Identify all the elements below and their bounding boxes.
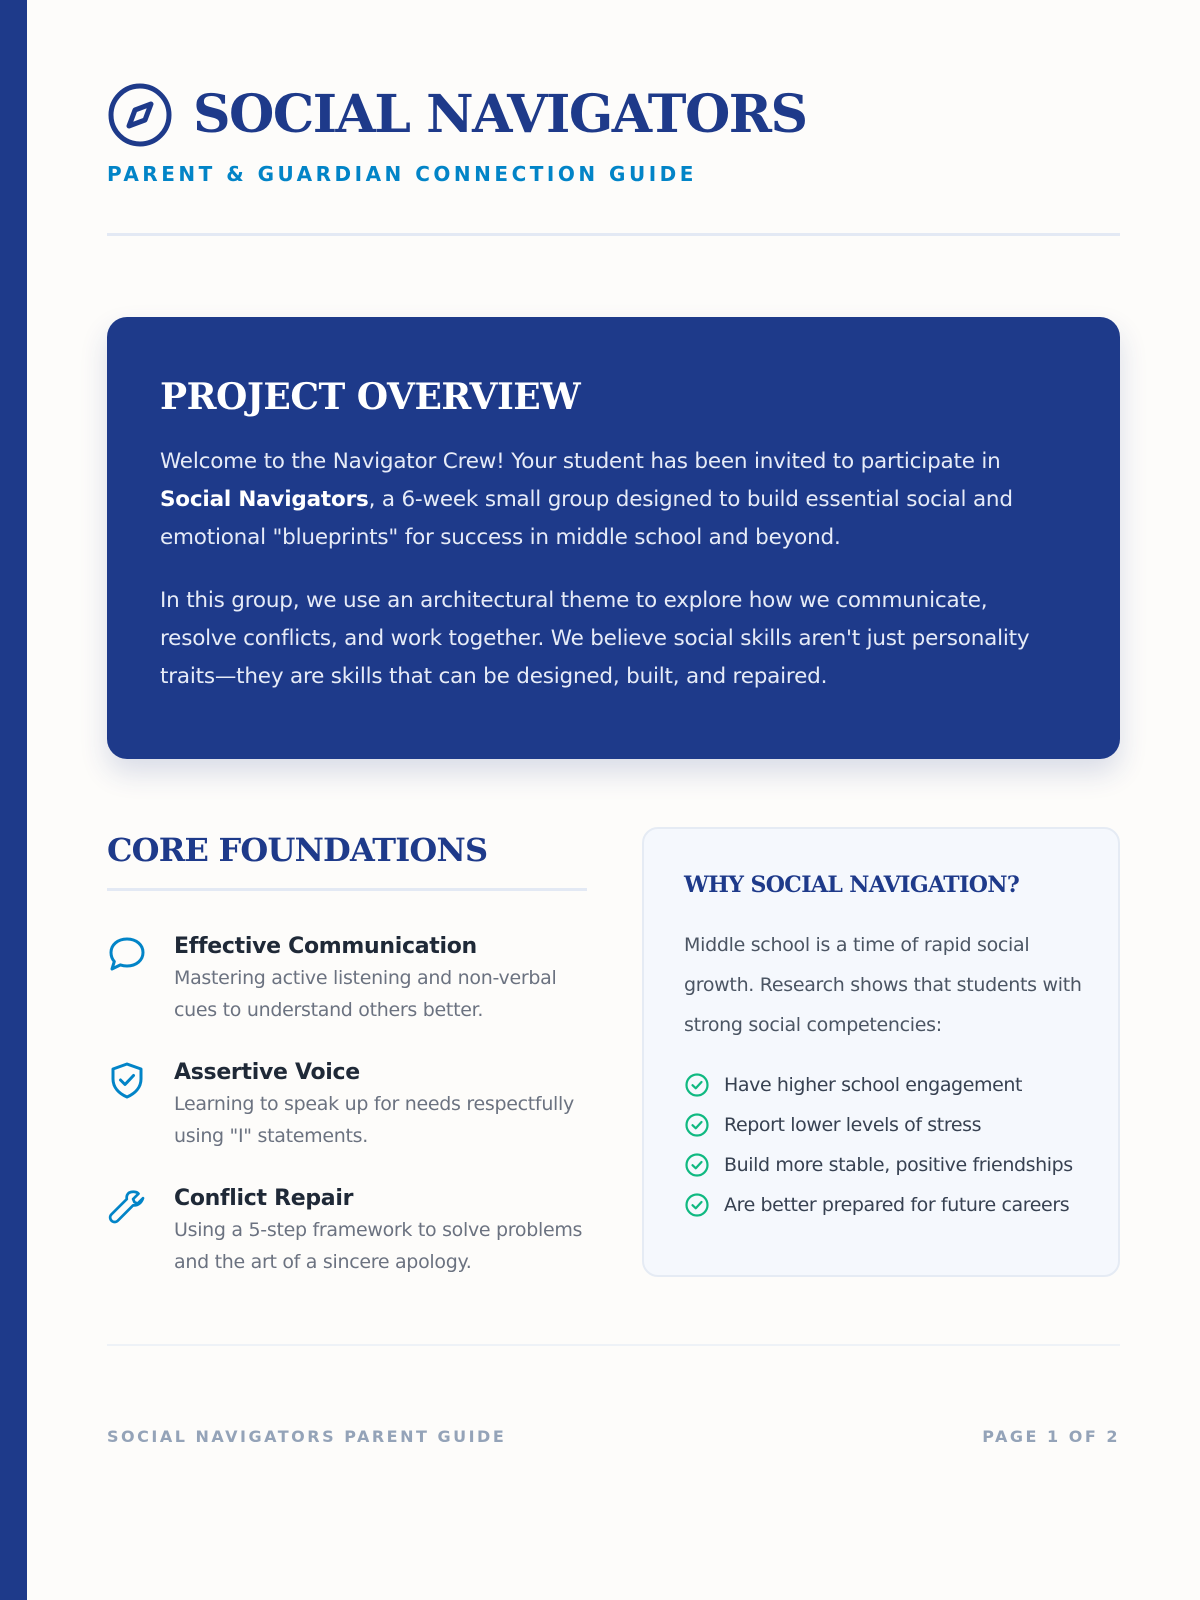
core-foundations-section <box>107 828 587 1278</box>
speech-bubble-icon <box>107 934 147 974</box>
shield-check-icon <box>107 1060 147 1100</box>
page-subtitle: PARENT & GUARDIAN CONNECTION GUIDE <box>107 162 697 186</box>
benefit-text: Are better prepared for future careers <box>724 1194 1070 1216</box>
overview-heading: PROJECT OVERVIEW <box>160 376 581 418</box>
benefits-list <box>684 1065 1088 1225</box>
left-accent-bar <box>0 0 27 1600</box>
why-heading: WHY SOCIAL NAVIGATION? <box>684 872 1020 898</box>
foundation-description: Learning to speak up for needs respectfully using "I" statements. <box>174 1093 574 1147</box>
check-circle-icon <box>684 1112 710 1138</box>
list-item <box>684 1065 1088 1105</box>
benefit-text: Build more stable, positive friendships <box>724 1154 1073 1176</box>
project-overview-card <box>107 317 1120 759</box>
overview-p1-text-start: Welcome to the Navigator Crew! Your student has been invited to participate in <box>160 449 1001 474</box>
benefit-text: Have higher school engagement <box>724 1074 1023 1096</box>
why-social-navigation-card <box>642 827 1120 1277</box>
foundation-title: Effective Communication <box>174 934 477 959</box>
foundation-title: Assertive Voice <box>174 1060 360 1085</box>
foundation-item <box>107 1058 587 1152</box>
compass-icon <box>107 82 173 148</box>
foundation-title: Conflict Repair <box>174 1186 354 1211</box>
header <box>107 80 1120 186</box>
footer-divider <box>107 1344 1120 1346</box>
list-item <box>684 1105 1088 1145</box>
footer-guide-name: SOCIAL NAVIGATORS PARENT GUIDE <box>107 1427 507 1446</box>
list-item <box>684 1145 1088 1185</box>
overview-paragraph-2: In this group, we use an architectural theme to explore how we communicate, resolve conflicts, and work together. We believe social skills aren't just personality traits—they are skills that can be designed, built, and repaired. <box>160 588 1030 689</box>
benefit-text: Report lower levels of stress <box>724 1114 982 1136</box>
overview-paragraph-1 <box>160 443 1066 557</box>
foundation-item <box>107 1184 587 1278</box>
overview-p1-text-end: , a 6-week small group designed to build essential social and emotional "blueprints" for success in middle school and beyond. <box>160 487 1013 550</box>
check-circle-icon <box>684 1072 710 1098</box>
check-circle-icon <box>684 1152 710 1178</box>
check-circle-icon <box>684 1192 710 1218</box>
foundation-description: Using a 5-step framework to solve problems and the art of a sincere apology. <box>174 1219 583 1273</box>
overview-p1-bold: Social Navigators <box>160 487 369 512</box>
title-row <box>107 80 1120 150</box>
page-number: PAGE 1 OF 2 <box>982 1427 1120 1446</box>
core-divider <box>107 888 587 891</box>
why-intro: Middle school is a time of rapid social growth. Research shows that students with strong social competencies: <box>684 934 1082 1036</box>
list-item <box>684 1185 1088 1225</box>
foundation-item <box>107 932 587 1026</box>
page-title: SOCIAL NAVIGATORS <box>193 84 807 145</box>
foundation-description: Mastering active listening and non-verbal cues to understand others better. <box>174 967 557 1021</box>
core-heading: CORE FOUNDATIONS <box>107 831 488 869</box>
wrench-icon <box>107 1186 147 1226</box>
header-divider <box>107 233 1120 236</box>
